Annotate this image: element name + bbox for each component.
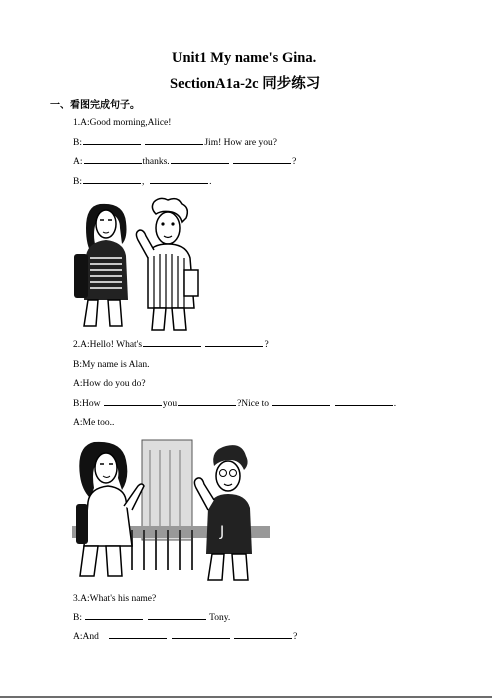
blank[interactable] bbox=[85, 618, 143, 620]
blank[interactable] bbox=[104, 404, 162, 406]
q1-a2-mid: thanks. bbox=[142, 157, 170, 167]
blank[interactable] bbox=[233, 162, 291, 164]
q2-line-b1: B:My name is Alan. bbox=[73, 360, 150, 370]
illustration-girl-and-alan bbox=[72, 436, 270, 584]
q1-b2-suffix: . bbox=[209, 177, 212, 187]
q3-b1-prefix: B: bbox=[73, 613, 82, 623]
blank[interactable] bbox=[143, 345, 201, 347]
q1-b2-mid: , bbox=[141, 177, 145, 187]
illustration-girl-and-boy bbox=[72, 194, 204, 332]
q1-b1-prefix: B: bbox=[73, 138, 82, 148]
page-bottom-edge bbox=[0, 696, 492, 698]
q2-line-a3: A:Me too.. bbox=[73, 418, 115, 428]
q2-b2-mid1: you bbox=[162, 399, 178, 409]
blank[interactable] bbox=[272, 404, 330, 406]
q1-b2-prefix: B: bbox=[73, 177, 82, 187]
blank[interactable] bbox=[109, 637, 167, 639]
blank[interactable] bbox=[205, 345, 263, 347]
q1-line-a1: 1.A:Good morning,Alice! bbox=[73, 118, 172, 128]
q1-line-a2 bbox=[73, 157, 296, 167]
blank[interactable] bbox=[83, 143, 141, 145]
blank[interactable] bbox=[148, 618, 206, 620]
svg-text:J: J bbox=[220, 524, 225, 540]
blank[interactable] bbox=[84, 162, 142, 164]
blank[interactable] bbox=[145, 143, 203, 145]
blank[interactable] bbox=[234, 637, 292, 639]
q1-a2-suffix: ? bbox=[292, 157, 297, 167]
q2-b2-prefix: B:How bbox=[73, 399, 101, 409]
blank[interactable] bbox=[178, 404, 236, 406]
q2-a1-prefix: 2.A:Hello! What's bbox=[73, 340, 143, 350]
blank[interactable] bbox=[335, 404, 393, 406]
q2-line-b2 bbox=[73, 399, 396, 409]
q3-line-a2 bbox=[73, 632, 297, 642]
blank[interactable] bbox=[83, 182, 141, 184]
q3-line-a1: 3.A:What's his name? bbox=[73, 594, 157, 604]
q1-line-b1 bbox=[73, 138, 277, 148]
q3-a2-prefix: A:And bbox=[73, 632, 99, 642]
q3-b1-suffix: Tony. bbox=[209, 613, 231, 623]
q1-line-b2 bbox=[73, 177, 211, 187]
q1-b1-suffix: Jim! How are you? bbox=[204, 138, 277, 148]
q2-b2-suffix: . bbox=[393, 399, 397, 409]
q2-b2-mid2: ?Nice to bbox=[237, 399, 269, 409]
page-title: Unit1 My name's Gina. bbox=[172, 50, 317, 66]
blank[interactable] bbox=[172, 637, 230, 639]
q2-a1-suffix: ? bbox=[264, 340, 269, 350]
page-subtitle: SectionA1a-2c 同步练习 bbox=[170, 76, 321, 92]
blank[interactable] bbox=[171, 162, 229, 164]
section-heading: 一、看图完成句子。 bbox=[50, 100, 140, 111]
q1-a2-prefix: A: bbox=[73, 157, 83, 167]
q3-a2-suffix: ? bbox=[293, 632, 298, 642]
q2-line-a1 bbox=[73, 340, 269, 350]
q3-line-b1 bbox=[73, 613, 230, 623]
q2-line-a2: A:How do you do? bbox=[73, 379, 146, 389]
blank[interactable] bbox=[150, 182, 208, 184]
